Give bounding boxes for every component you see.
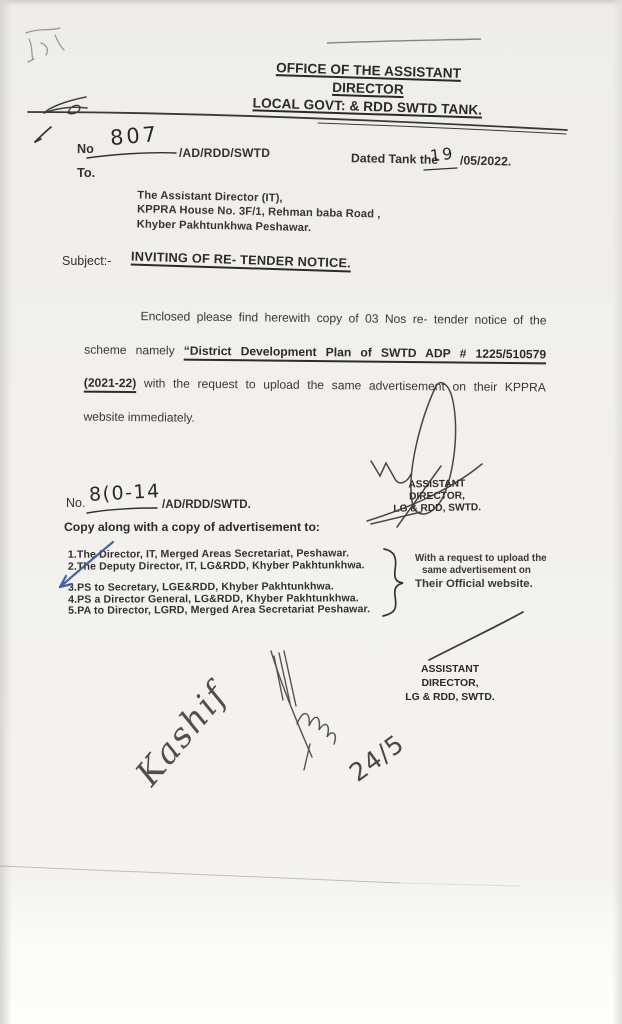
- recipient-address: [137, 188, 381, 236]
- signature-upper-line1: ASSISTANT DIRECTOR,: [408, 478, 466, 503]
- body-line2: [84, 333, 546, 371]
- side-note-line3: Their Official website.: [415, 578, 533, 590]
- body-line4: website immediately.: [83, 409, 195, 425]
- date-rest: /05/2022.: [459, 153, 512, 169]
- pencil-line-bottom: [0, 866, 520, 886]
- signature-stroke-lower-icon: [429, 612, 523, 660]
- copy-heading: Copy along with a copy of advertisement to:: [64, 520, 320, 534]
- letterhead-line1: OFFICE OF THE ASSISTANT DIRECTOR: [275, 60, 462, 97]
- ref-no-label: No: [77, 142, 94, 156]
- copy-item-5: 5.PA to Director, LGRD, Merged Area Secretariat Peshawar.: [68, 603, 371, 618]
- body-line2-normal: scheme namely: [84, 342, 184, 358]
- pen-flourish-icon: [44, 97, 87, 113]
- pencil-scribble-top-left-icon: [26, 28, 64, 62]
- letterhead: [245, 58, 491, 119]
- body-line2-emphasis: “District Development Plan of SWTD ADP # 1225/510579: [183, 343, 547, 361]
- ref2-suffix: /AD/RDD/SWTD.: [162, 498, 251, 511]
- side-note-line1: With a request to upload the: [415, 553, 547, 564]
- copy-item-4: 4.PS a Director General, LG&RDD, Khyber Pakhtunkhwa.: [68, 592, 359, 606]
- copy-item-1: 1.The Director, IT, Merged Areas Secretariat, Peshawar.: [67, 547, 350, 561]
- side-note: [415, 553, 547, 590]
- copy-item-2: 2.The Deputy Director, IT, LG&RDD, Khyber Pakhtunkhwa.: [67, 558, 365, 573]
- handwritten-date-note: 24/5: [344, 728, 410, 788]
- subject-label: Subject:-: [62, 254, 112, 268]
- scan-edge-right: [612, 0, 622, 1024]
- letterhead-line2: LOCAL GOVT: & RDD SWTD TANK.: [252, 94, 483, 118]
- curly-brace-icon: [383, 549, 403, 616]
- signature-block-lower: [399, 663, 501, 704]
- copy-item-3: 3.PS to Secretary, LGE&RDD, Khyber Pakhtunkhwa.: [67, 580, 334, 594]
- handwritten-date-day: 19: [428, 143, 456, 166]
- subject-title: INVITING OF RE- TENDER NOTICE.: [130, 248, 352, 271]
- to-label: To.: [77, 165, 96, 180]
- body-line3-emphasis: (2021-22): [83, 375, 137, 391]
- scan-edge-top: [0, 0, 622, 6]
- copy-list: [68, 548, 370, 618]
- body-line1: Enclosed please find herewith copy of 03 Nos re- tender notice of the: [140, 309, 547, 328]
- signature-lower-line1: ASSISTANT DIRECTOR,: [420, 664, 480, 689]
- handwritten-ref-no2: 8(0-14: [88, 480, 162, 506]
- date-label: Dated Tank the: [350, 151, 439, 167]
- ref-no-suffix: /AD/RDD/SWTD: [179, 146, 271, 160]
- recipient-line3: Khyber Pakhtunkhwa Peshawar.: [136, 218, 312, 234]
- signature-lower-line2: LG & RDD, SWTD.: [405, 691, 495, 703]
- pen-tick-icon: [35, 127, 51, 142]
- body-line3-normal: with the request to upload the same advertisement on their KPPRA: [136, 376, 546, 395]
- signature-block-upper: [385, 478, 490, 515]
- handwritten-signature-name: Kashif: [128, 675, 237, 794]
- recipient-line2: KPPRA House No. 3F/1, Rehman baba Road ,: [136, 203, 381, 221]
- body-paragraph: [83, 300, 546, 439]
- top-short-rule: [327, 39, 481, 43]
- recipient-line1: The Assistant Director (IT),: [137, 189, 283, 205]
- signature-upper-line2: LG & RDD, SWTD.: [393, 501, 482, 515]
- signature-scrawl-middle-icon: [271, 651, 335, 770]
- body-line3: [84, 367, 546, 405]
- ref2-no-label: No.: [66, 496, 86, 510]
- handwritten-ref-no: 807: [109, 121, 161, 151]
- scan-edge-left: [0, 0, 12, 1024]
- side-note-line2: same advertisement on: [422, 565, 531, 576]
